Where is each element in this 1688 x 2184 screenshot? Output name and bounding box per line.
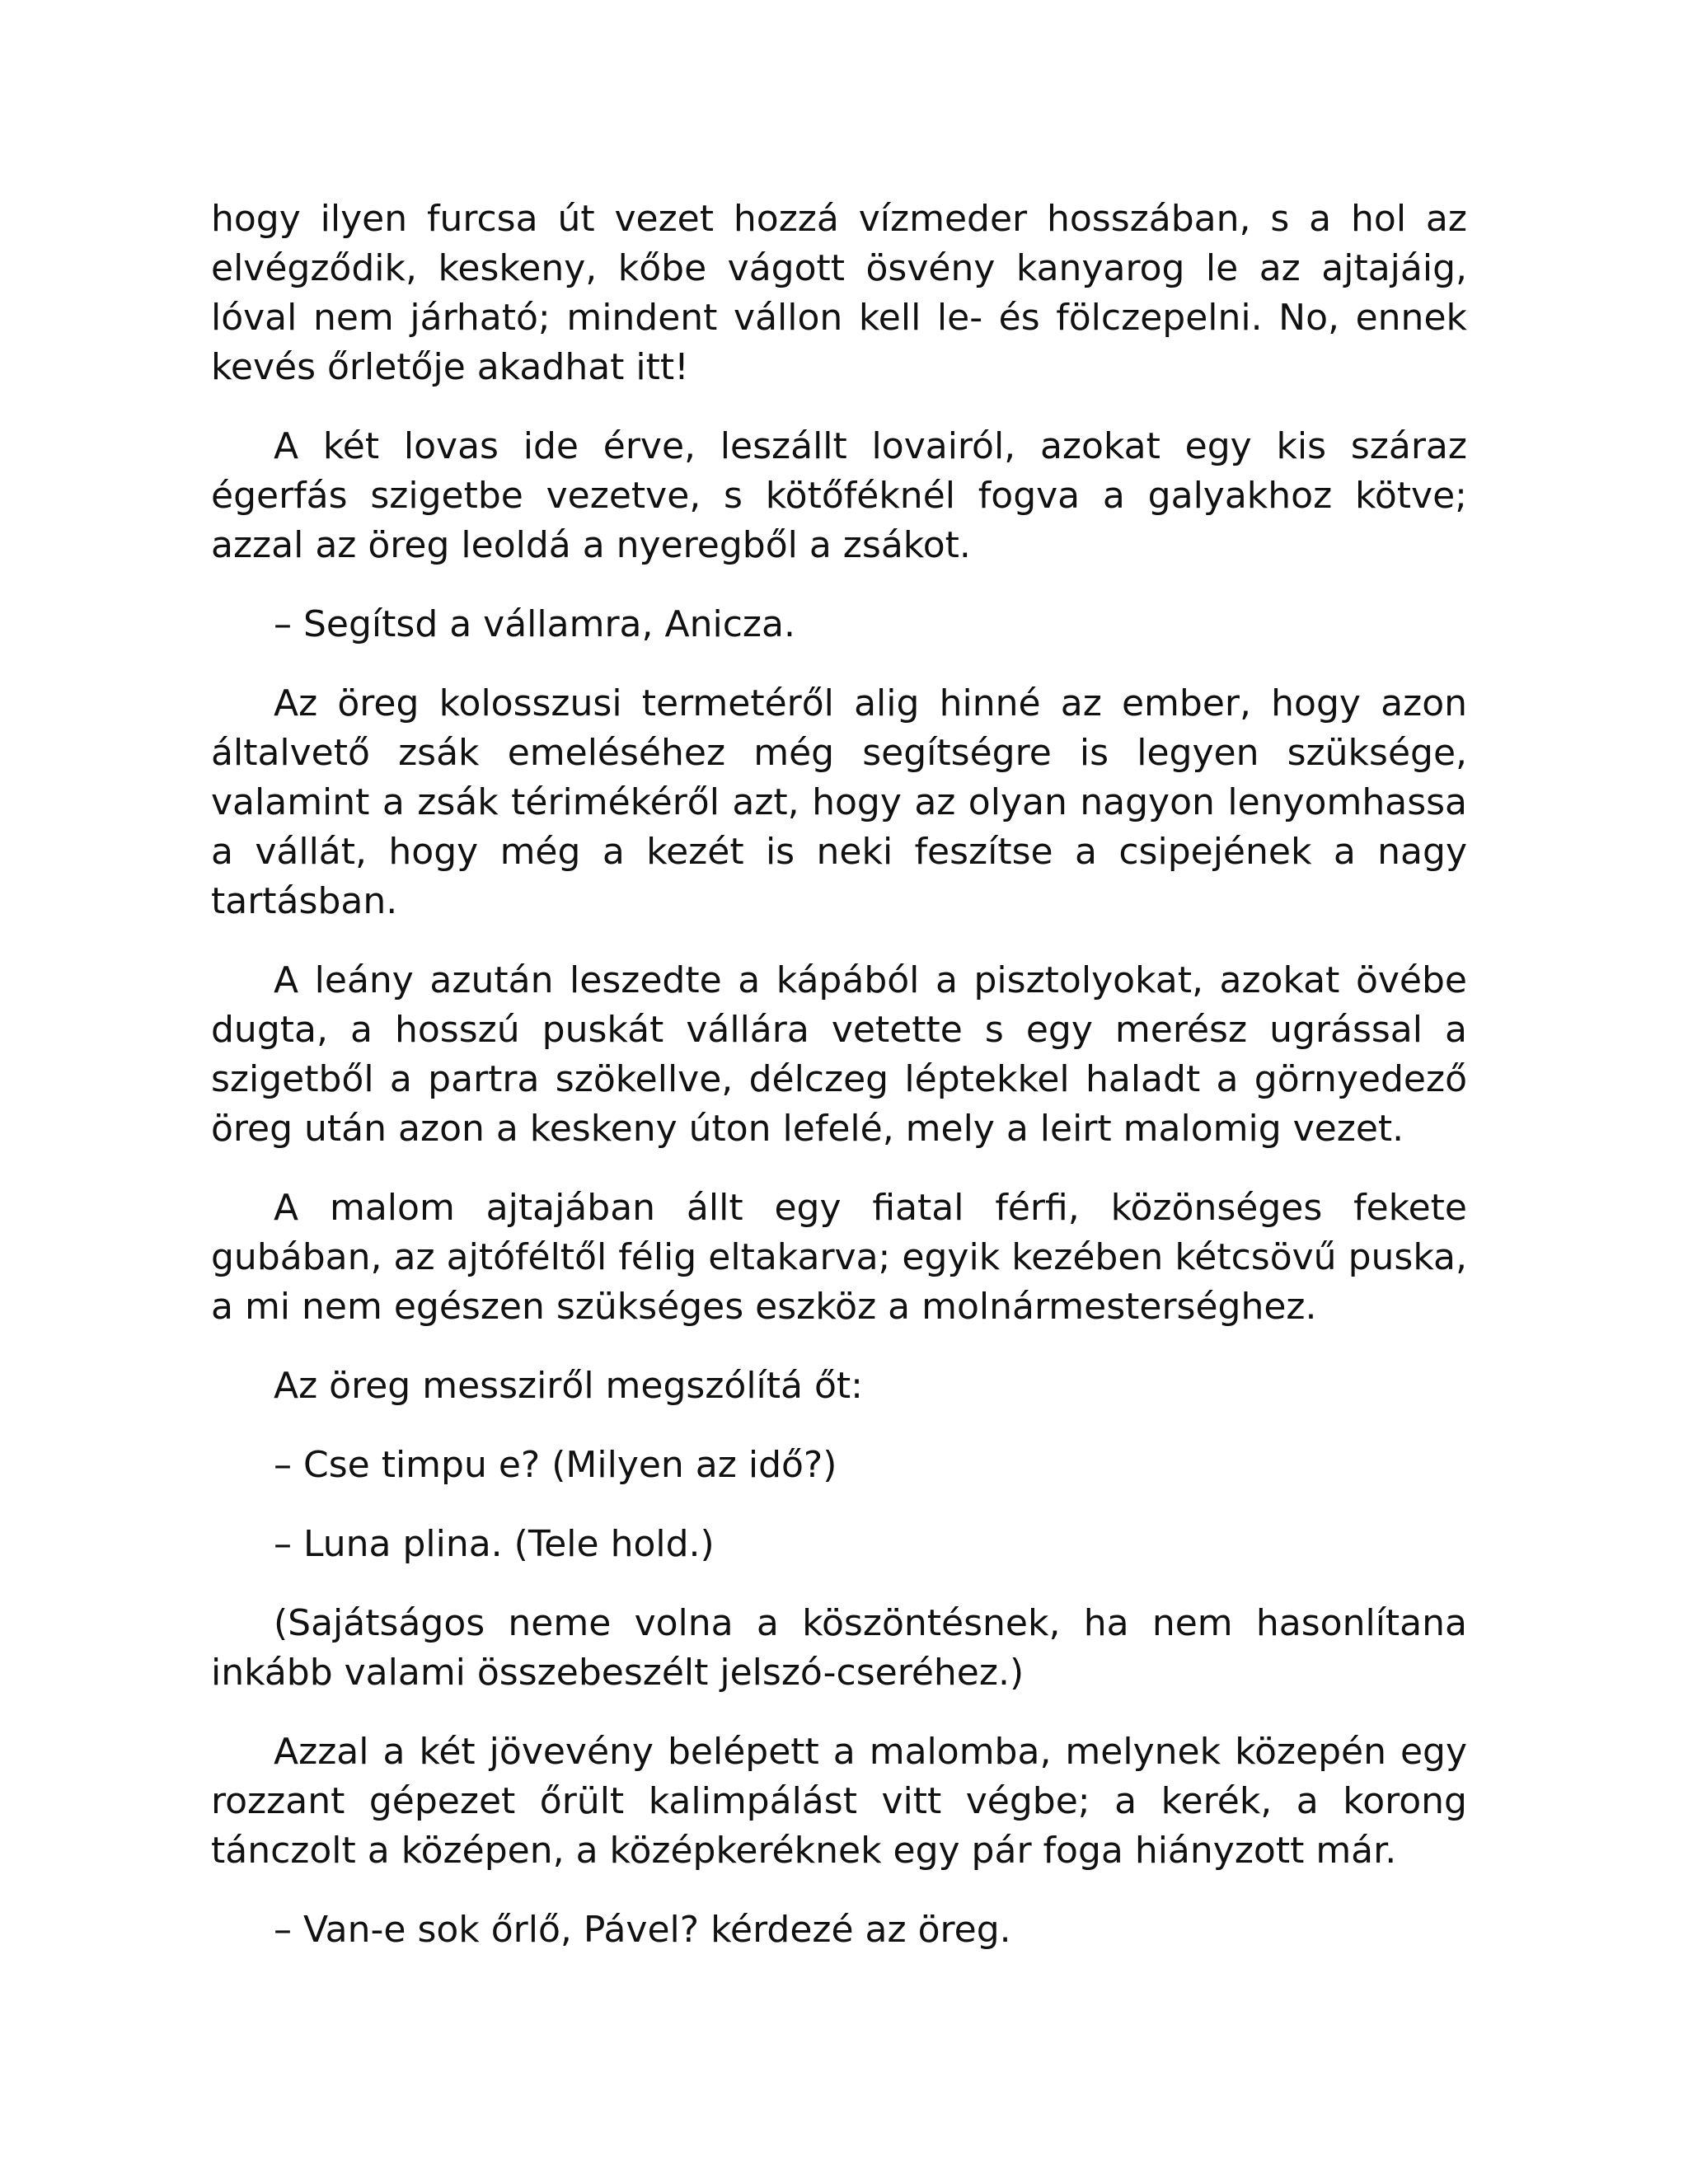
paragraph: – Cse timpu e? (Milyen az idő?) bbox=[274, 1444, 837, 1486]
paragraph: (Sajátságos neme volna a köszöntésnek, ha nem hasonlítana inkább valami összebeszélt jelszó-cseréhez.) bbox=[211, 1602, 1467, 1694]
paragraph: hogy ilyen furcsa út vezet hozzá vízmeder hosszában, s a hol az elvégződik, keskeny, kőbe vágott ösvény kanyarog le az ajtajáig, lóval nem járható; mindent vállon kell le- és fölczepelni. No, ennek kevés őrletője akadhat itt! bbox=[211, 198, 1467, 388]
paragraph: A leány azután leszedte a kápából a pisztolyokat, azokat övébe dugta, a hosszú puskát vállára vetette s egy merész ugrással a szigetből a partra szökellve, délczeg léptekkel haladt a görnyedező öreg után azon a keskeny úton lefelé, mely a leirt malomig vezet. bbox=[211, 959, 1467, 1150]
paragraph: – Segítsd a vállamra, Anicza. bbox=[274, 603, 795, 645]
paragraph: – Luna plina. (Tele hold.) bbox=[274, 1523, 715, 1565]
body-text bbox=[211, 194, 1467, 1985]
paragraph: – Van-e sok őrlő, Pável? kérdezé az öreg. bbox=[274, 1909, 1011, 1951]
paragraph: Az öreg kolosszusi termetéről alig hinné az ember, hogy azon általvető zsák emeléséhez még segítségre is legyen szüksége, valamint a zsák térimékéről azt, hogy az olyan nagyon lenyomhassa a vállát, hogy még a kezét is neki feszítse a csipejének a nagy tartásban. bbox=[211, 682, 1467, 922]
paragraph: Azzal a két jövevény belépett a malomba, melynek közepén egy rozzant gépezet őrült kalimpálást vitt végbe; a kerék, a korong tánczolt a középen, a középkeréknek egy pár foga hiányzott már. bbox=[211, 1731, 1467, 1872]
paragraph: A malom ajtajában állt egy fiatal férfi, közönséges fekete gubában, az ajtóféltől félig eltakarva; egyik kezében kétcsövű puska, a mi nem egészen szükséges eszköz a molnármesterséghez. bbox=[211, 1187, 1467, 1328]
paragraph: A két lovas ide érve, leszállt lovairól, azokat egy kis száraz égerfás szigetbe vezetve, s kötőféknél fogva a galyakhoz kötve; azzal az öreg leoldá a nyeregből a zsákot. bbox=[211, 425, 1467, 566]
paragraph: Az öreg messziről megszólítá őt: bbox=[274, 1365, 863, 1407]
